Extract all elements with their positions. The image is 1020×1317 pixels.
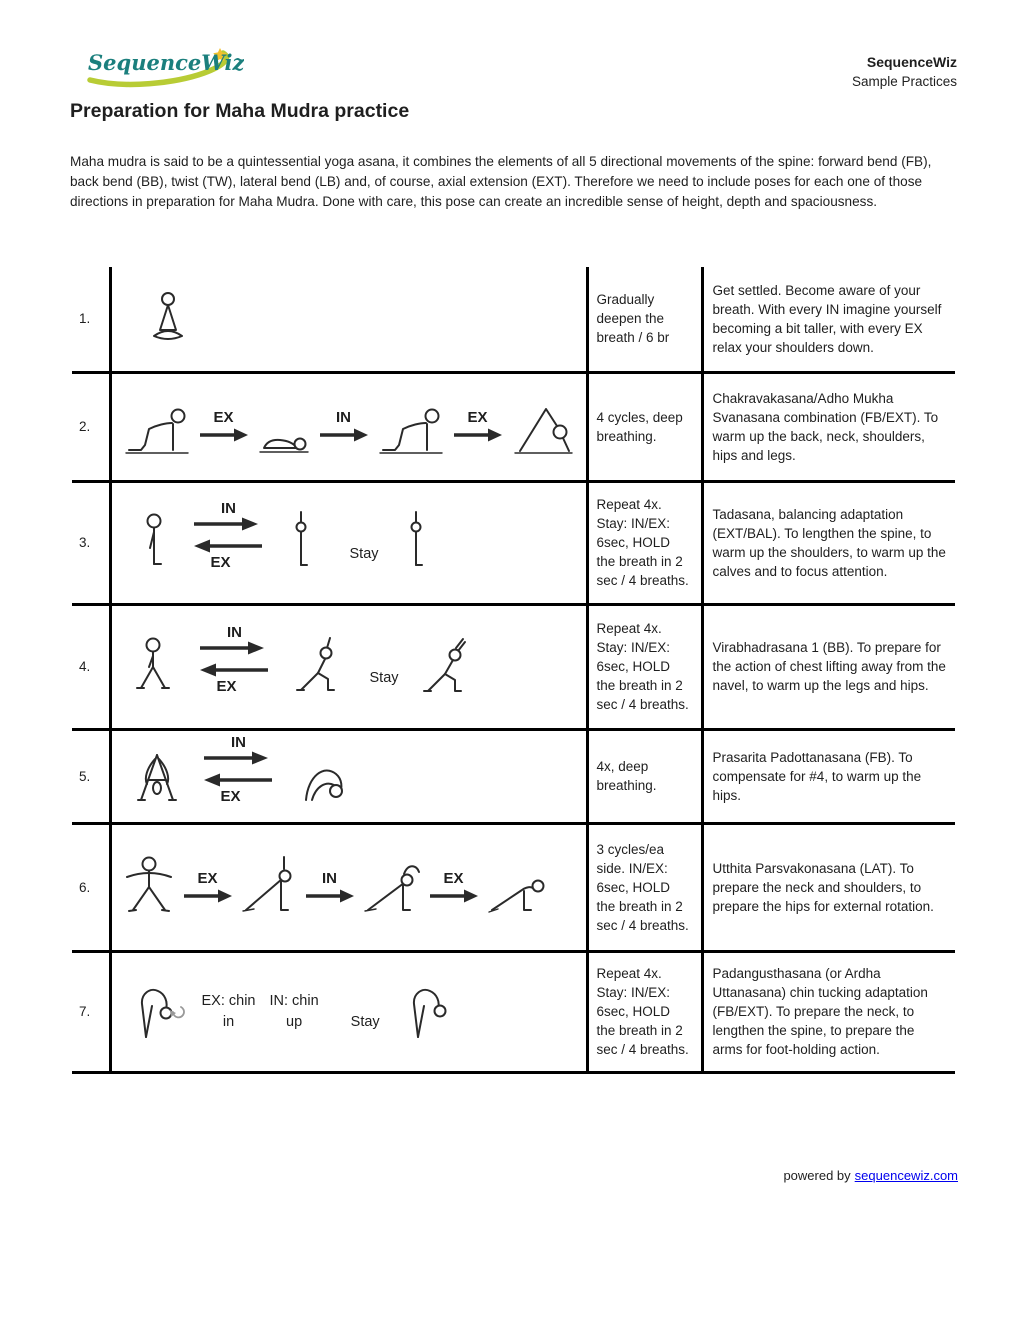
practice-row-6	[72, 823, 955, 951]
page-title: Preparation for Maha Mudra practice	[70, 100, 410, 122]
inhale-arrow	[318, 410, 370, 443]
pose-description: Padangusthasana (or Ardha Uttanasana) chin tucking adaptation (FB/EXT). To prepare the neck, to lengthen the spine, to prepare the arms for foot-holding action.	[702, 951, 955, 1072]
sequencewiz-logo-icon	[84, 42, 244, 94]
arms-overhead-pose-icon	[288, 510, 314, 576]
stay-label: Stay	[369, 670, 399, 686]
inhale-label: IN	[221, 500, 236, 517]
exhale-arrow	[452, 410, 504, 443]
practice-row-5	[72, 729, 955, 823]
right-arrow-icon	[304, 888, 356, 904]
practice-row-7	[72, 951, 955, 1072]
pose-description: Get settled. Become aware of your breath. With every IN imagine yourself becoming a bit taller, with every EX relax your shoulders down.	[702, 267, 955, 372]
right-arrow-icon	[318, 427, 370, 443]
row-number: 6.	[72, 823, 110, 951]
inhale-cue-word: up	[286, 1013, 303, 1030]
standing-stance-pose-icon	[132, 636, 176, 698]
right-arrow-icon	[452, 427, 504, 443]
stay-label: Stay	[349, 546, 379, 562]
breath-instruction: Gradually deepen the breath / 6 br	[587, 267, 702, 372]
exhale-label: EX	[216, 678, 237, 695]
row-number: 1.	[72, 267, 110, 372]
forward-fold-chin-tuck-pose-icon	[134, 982, 192, 1042]
downward-dog-pose-icon	[510, 395, 576, 459]
inhale-cue-label: IN: chin	[269, 992, 319, 1009]
wide-leg-forward-fold-pose-icon	[134, 746, 180, 806]
pose-description: Prasarita Padottanasana (FB). To compensate for #4, to warm up the hips.	[702, 729, 955, 823]
breath-instruction: Repeat 4x. Stay: IN/EX: 6sec, HOLD the breath in 2 sec / 4 breaths.	[587, 951, 702, 1072]
exhale-label: EX	[213, 409, 234, 426]
table-pose-icon	[122, 396, 192, 458]
exhale-arrow	[428, 871, 480, 904]
exhale-label: EX	[443, 869, 464, 887]
footer	[783, 1168, 958, 1183]
row-number: 2.	[72, 372, 110, 481]
star-pose-icon	[122, 855, 176, 919]
exhale-label: EX	[210, 554, 231, 571]
deep-forward-fold-pose-icon	[298, 748, 348, 804]
pose-description: Virabhadrasana 1 (BB). To prepare for the action of chest lifting away from the navel, to warm up the legs and hips.	[702, 604, 955, 729]
exhale-cue-label: EX: chin	[201, 992, 256, 1009]
breath-cues	[202, 991, 380, 1033]
exhale-label: EX	[197, 869, 218, 887]
practice-table	[72, 267, 955, 1074]
row-number: 7.	[72, 951, 110, 1072]
in-ex-arrows-icon	[196, 750, 276, 790]
pose-description: Tadasana, balancing adaptation (EXT/BAL). To lengthen the spine, to warm up the shoulders, to warm up the calves and to focus attention.	[702, 481, 955, 604]
breath-instruction: Repeat 4x. Stay: IN/EX: 6sec, HOLD the breath in 2 sec / 4 breaths.	[587, 481, 702, 604]
exhale-arrow	[182, 871, 234, 904]
in-ex-arrows-icon	[186, 516, 266, 556]
forward-fold-chin-up-pose-icon	[406, 982, 452, 1042]
sequencewiz-link[interactable]: sequencewiz.com	[854, 1168, 958, 1183]
logo-text: SequenceWiz	[88, 50, 244, 75]
practice-row-1	[72, 267, 955, 372]
breath-instruction: Repeat 4x. Stay: IN/EX: 6sec, HOLD the breath in 2 sec / 4 breaths.	[587, 604, 702, 729]
arms-overhead-pose-icon	[403, 510, 429, 576]
table-pose-icon	[376, 396, 446, 458]
inhale-label: IN	[227, 624, 242, 641]
inhale-label: IN	[322, 869, 337, 887]
right-arrow-icon	[182, 888, 234, 904]
exhale-cue-word: in	[222, 1013, 235, 1030]
in-ex-arrow-pair	[196, 735, 276, 804]
warrior1-backbend-pose-icon	[419, 635, 469, 699]
in-ex-arrows-icon	[192, 640, 272, 680]
breath-instruction: 4 cycles, deep breathing.	[587, 372, 702, 481]
in-ex-arrow-pair	[186, 501, 266, 570]
sequencewiz-logo	[84, 42, 244, 99]
exhale-label: EX	[220, 787, 241, 805]
right-arrow-icon	[428, 888, 480, 904]
side-angle-arm-up-pose-icon	[240, 855, 298, 919]
brand-name: SequenceWiz	[866, 54, 957, 70]
pose-description: Chakravakasana/Adho Mukha Svanasana combination (FB/EXT). To warm up the back, neck, shoulders, hips and legs.	[702, 372, 955, 481]
deep-side-bend-pose-icon	[486, 858, 548, 916]
exhale-arrow	[198, 410, 250, 443]
intro-paragraph: Maha mudra is said to be a quintessential yoga asana, it combines the elements of all 5 directional movements of the spine: forward bend (FB), back bend (BB), twist (TW), lateral bend (LB) and, of course, axial extension (EXT). Therefore we need to include poses for each one of those directions in preparation for Maha Mudra. Done with care, this pose can create an incredible sense of height, depth and spaciousness.	[70, 154, 932, 209]
inhale-arrow	[304, 871, 356, 904]
seated-meditation-pose-icon	[146, 290, 190, 348]
breath-instruction: 4x, deep breathing.	[587, 729, 702, 823]
stay-label: Stay	[350, 1013, 380, 1030]
in-ex-arrow-pair	[192, 625, 272, 694]
inhale-label: IN	[336, 409, 351, 426]
exhale-label: EX	[467, 409, 488, 426]
pose-description: Utthita Parsvakonasana (LAT). To prepare the neck and shoulders, to prepare the hips for external rotation.	[702, 823, 955, 951]
inhale-label: IN	[231, 733, 246, 751]
practice-row-4	[72, 604, 955, 729]
practice-row-3	[72, 481, 955, 604]
childs-pose-icon	[256, 396, 312, 458]
row-number: 5.	[72, 729, 110, 823]
breath-instruction: 3 cycles/ea side. IN/EX: 6sec, HOLD the breath in 2 sec / 4 breaths.	[587, 823, 702, 951]
row-number: 4.	[72, 604, 110, 729]
right-arrow-icon	[198, 427, 250, 443]
powered-by-text: powered by	[783, 1168, 851, 1183]
header-brand-block	[852, 52, 957, 92]
warrior1-arms-up-pose-icon	[294, 635, 342, 699]
practice-row-2	[72, 372, 955, 481]
side-angle-arm-over-pose-icon	[362, 855, 422, 919]
row-number: 3.	[72, 481, 110, 604]
brand-subtitle: Sample Practices	[851, 74, 957, 89]
standing-pose-icon	[138, 512, 170, 574]
